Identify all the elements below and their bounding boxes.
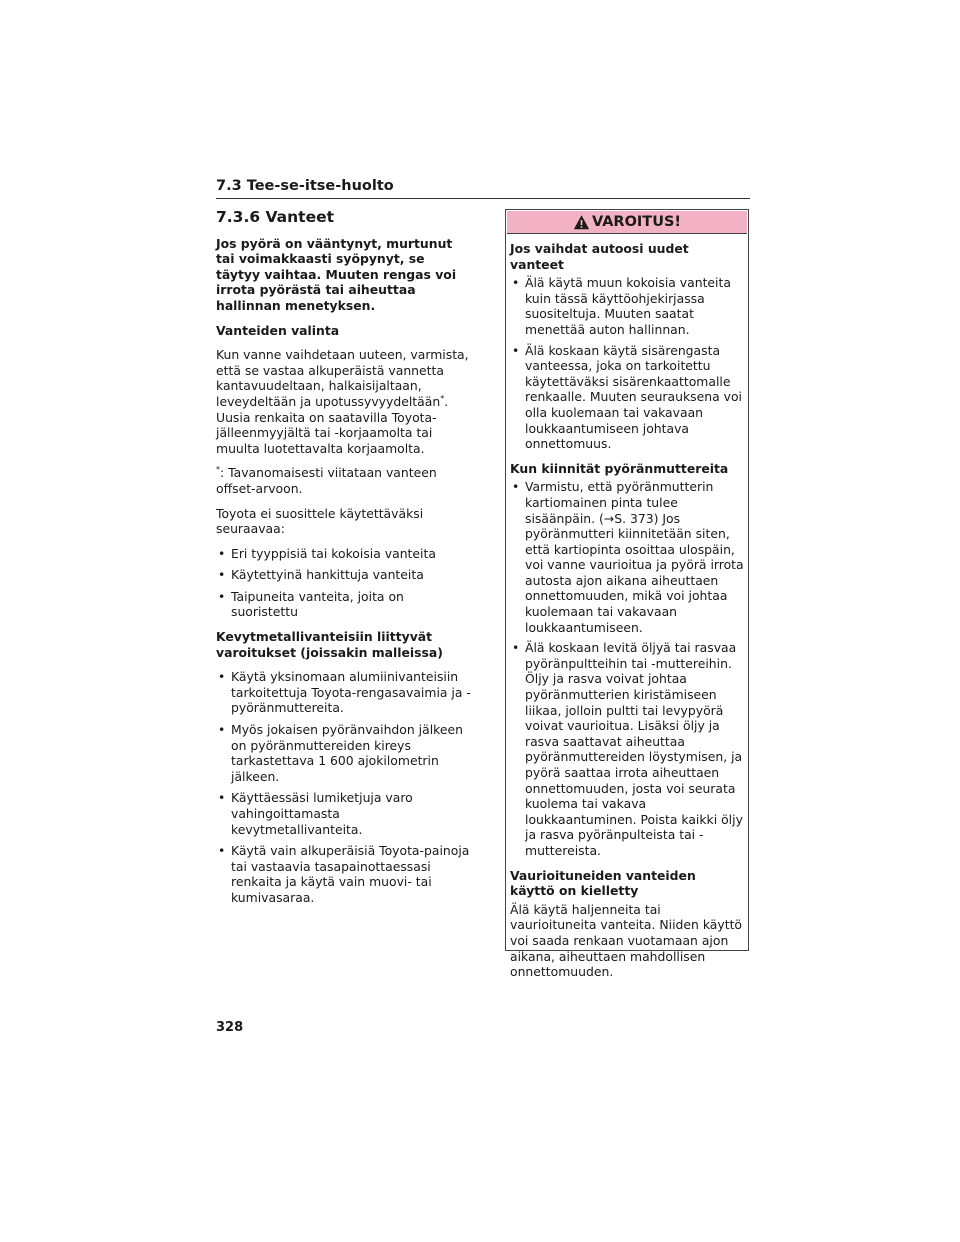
- section-header: 7.3 Tee-se-itse-huolto: [216, 178, 750, 199]
- warning-section1-list: [510, 275, 744, 452]
- list-item: • Käytettyinä hankittuja vanteita: [216, 567, 472, 583]
- warning-triangle-icon: [573, 214, 590, 231]
- warning-section3-heading: Vaurioituneiden vanteiden käyttö on kielletty: [510, 867, 696, 899]
- warning-banner: [507, 211, 747, 234]
- selection-text-end: . Uusia renkaita on saatavilla Toyota-jälleenmyyjältä tai -korjaamolta tai muulta luotettavalta korjaamolta.: [216, 393, 449, 456]
- footnote: [216, 465, 472, 496]
- alloy-heading: Kevytmetallivanteisiin liittyvät varoitukset (joissakin malleissa): [216, 629, 443, 660]
- list-item: • Käytä yksinomaan alumiinivanteisiin tarkoitettuja Toyota-rengasavaimia ja -pyöränmuttereita.: [216, 669, 472, 716]
- footnote-asterisk: *: [216, 465, 220, 475]
- list-item: • Käytä vain alkuperäisiä Toyota-painoja tai vastaavia tasapainottaessasi renkaita ja käytä vain muovi- tai kumivasaraa.: [216, 843, 472, 905]
- not-recommended-list: [216, 546, 472, 620]
- page-number: 328: [216, 1020, 244, 1035]
- list-item: • Älä käytä muun kokoisia vanteita kuin tässä käyttöohjekirjassa suositeltuja. Muuten saatat menettää auton hallinnan.: [510, 275, 744, 337]
- list-item: • Käyttäessäsi lumiketjuja varo vahingoittamasta kevytmetallivanteita.: [216, 790, 472, 837]
- main-column: [216, 210, 472, 915]
- footnote-text: : Tavanomaisesti viitataan vanteen offset-arvoon.: [216, 465, 437, 496]
- selection-text: Kun vanne vaihdetaan uuteen, varmista, että se vastaa alkuperäistä vannetta kantavuudeltaan, halkaisijaltaan, leveydeltään ja upotussyvyydeltään: [216, 347, 469, 409]
- list-item: • Varmistu, että pyöränmutterin kartiomainen pinta tulee sisäänpäin. (→S. 373) Jos pyöränmutteri kiinnitetään siten, että kartiopinta osoittaa ulospäin, voi vanne vaurioitua ja pyörä irrota autosta ajon aikana aiheuttaen onnettomuuden, mikä voi johtaa kuolemaan tai vakavaan loukkaantumiseen.: [510, 479, 744, 635]
- list-item: • Älä koskaan levitä öljyä tai rasvaa pyöränpultteihin tai -muttereihin. Öljy ja rasva voivat johtaa pyöränmutterien kiristämiseen liikaa, jolloin pultti tai levypyörä voivat vaurioitua. Lisäksi öljy ja rasva saattavat aiheuttaa pyöränmuttereiden löystymisen, ja pyörä saattaa irrota aiheuttaen onnettomuuden, josta voi seurata kuolema tai vakava loukkaantuminen. Poista kaikki öljy ja rasva pyöränpulteista tai -muttereista.: [510, 640, 744, 858]
- warning-section3-text: Älä käytä haljenneita tai vaurioituneita vanteita. Niiden käyttö voi saada renkaan vuotamaan ajon aikana, aiheuttaen mahdollisen onnettomuuden.: [510, 901, 743, 980]
- warning-box: [505, 209, 749, 980]
- list-item: • Myös jokaisen pyöränvaihdon jälkeen on pyöränmuttereiden kireys tarkastettava 1 600 ajokilometrin jälkeen.: [216, 722, 472, 784]
- selection-paragraph: [216, 347, 472, 456]
- warning-section2-list: [510, 479, 744, 858]
- intro-paragraph: Jos pyörä on vääntynyt, murtunut tai voimakkaasti syöpynyt, se täytyy vaihtaa. Muuten rengas voi irrota pyörästä tai aiheuttaa hallinnan menetyksen.: [216, 235, 457, 313]
- warning-title: VAROITUS!: [591, 214, 682, 230]
- list-item: • Älä koskaan käytä sisärengasta vanteessa, joka on tarkoitettu käytettäväksi sisärenkaattomalle renkaalle. Muuten seurauksena voi olla kuolemaan tai vakavaan loukkaantumiseen johtava onnettomuus.: [510, 343, 744, 452]
- list-item: • Eri tyyppisiä tai kokoisia vanteita: [216, 546, 472, 562]
- list-item: • Taipuneita vanteita, joita on suoristettu: [216, 589, 472, 620]
- page-title: 7.3.6 Vanteet: [216, 208, 335, 226]
- warning-section2-heading: Kun kiinnität pyöränmuttereita: [510, 460, 729, 476]
- selection-heading: Vanteiden valinta: [216, 322, 340, 338]
- not-recommended-intro: Toyota ei suosittele käytettäväksi seuraavaa:: [216, 505, 424, 537]
- footnote-marker: *: [440, 393, 445, 403]
- alloy-list: [216, 669, 472, 905]
- warning-body: [506, 235, 748, 980]
- warning-section1-heading: Jos vaihdat autoosi uudet vanteet: [510, 241, 689, 272]
